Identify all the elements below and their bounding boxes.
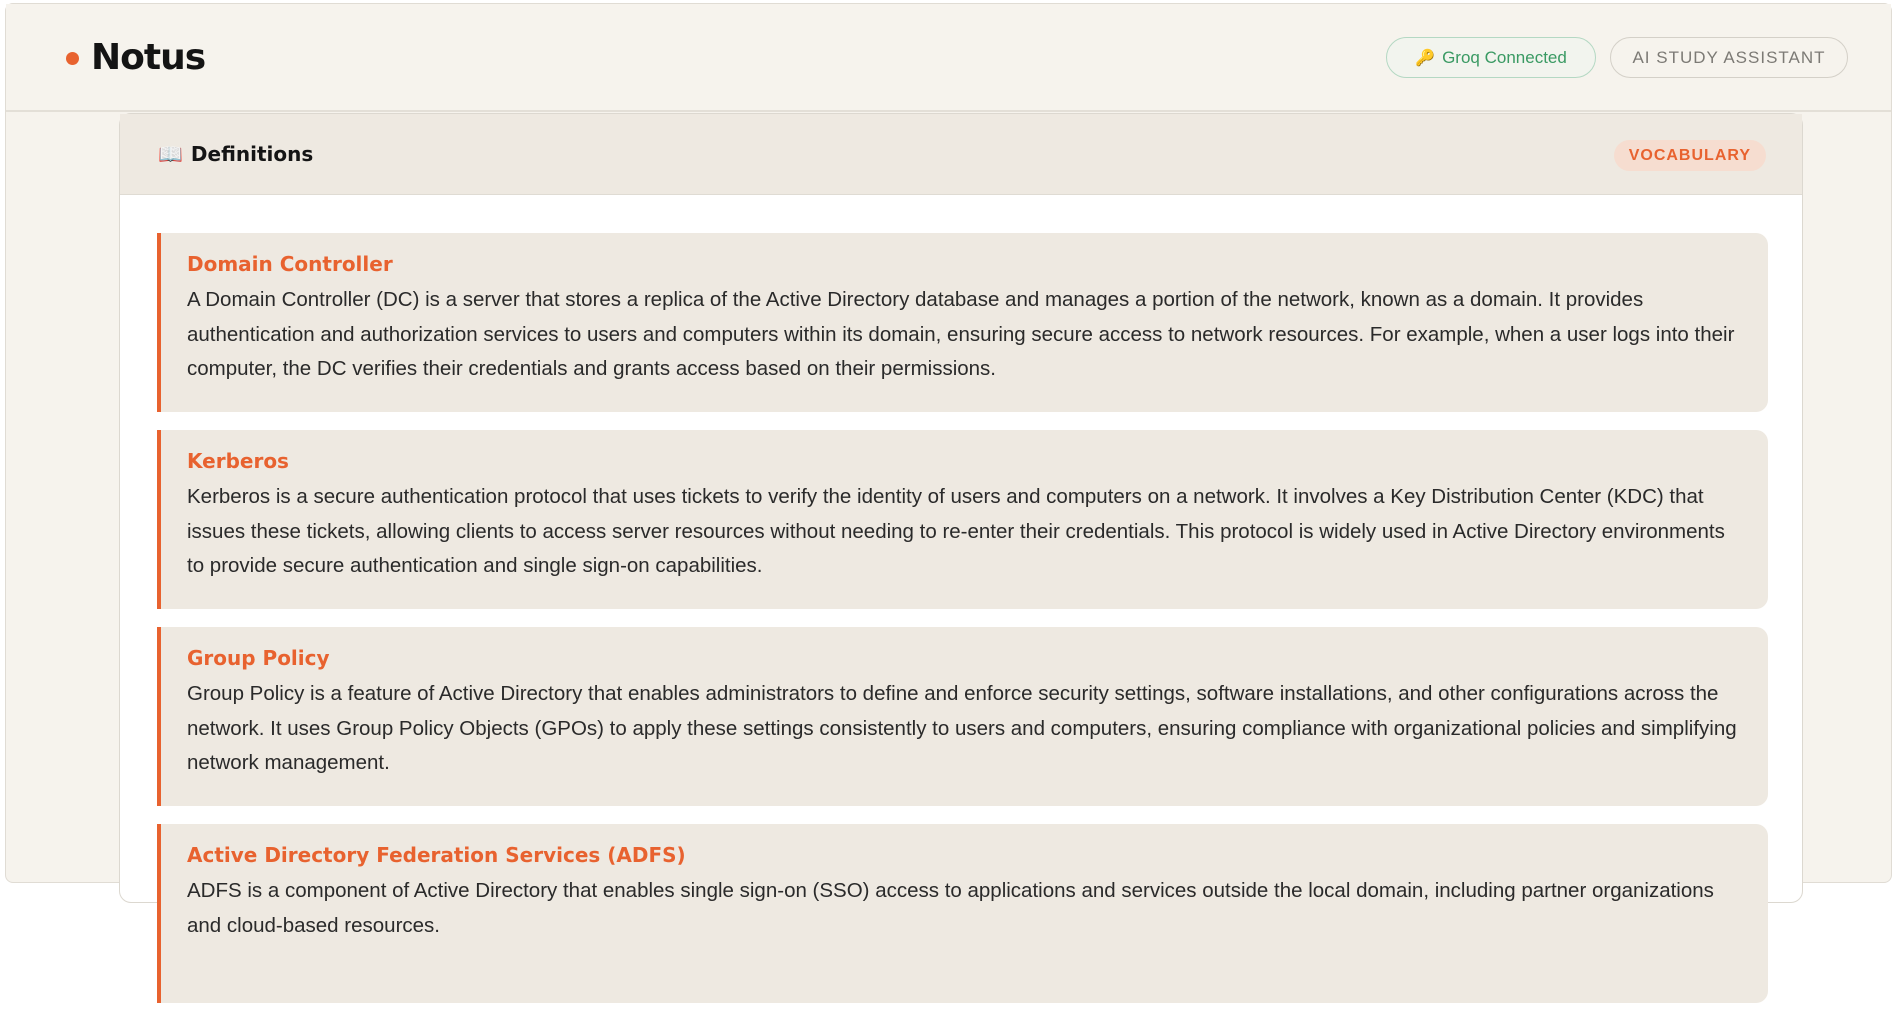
definitions-card-title: [158, 142, 313, 166]
groq-status-label: Groq Connected: [1442, 47, 1567, 67]
brand-dot-icon: [66, 52, 79, 65]
definitions-list: [157, 233, 1768, 1021]
definition-term: Active Directory Federation Services (ADFS): [187, 843, 686, 867]
definition-term: Kerberos: [187, 449, 289, 473]
key-icon: 🔑: [1415, 49, 1436, 67]
groq-status-pill[interactable]: [1386, 37, 1596, 78]
definitions-card: [119, 113, 1803, 937]
book-icon: 📖: [158, 142, 183, 166]
app-window: [5, 3, 1892, 937]
definition-term: Domain Controller: [187, 252, 393, 276]
definition-term: Group Policy: [187, 646, 330, 670]
definition-item: [157, 233, 1768, 412]
definition-item: [157, 430, 1768, 609]
definition-text: Kerberos is a secure authentication protocol that uses tickets to verify the identity of users and computers on a network. It involves a Key Distribution Center (KDC) that issues these tickets, allowing clients to access server resources without needing to re-enter their credentials. This protocol is widely used in Active Directory environments to provide secure authentication and single sign-on capabilities.: [187, 485, 1725, 577]
brand[interactable]: [66, 38, 205, 78]
definition-item: [157, 627, 1768, 806]
ai-study-assistant-pill[interactable]: [1610, 37, 1848, 78]
definitions-title-text: Definitions: [190, 142, 314, 166]
definition-text: A Domain Controller (DC) is a server that stores a replica of the Active Directory database and manages a portion of the network, known as a domain. It provides authentication and authorization services to users and computers within its domain, ensuring secure access to network resources. For example, when a user logs into their computer, the DC verifies their credentials and grants access based on their permissions.: [187, 288, 1735, 380]
definition-text: ADFS is a component of Active Directory that enables single sign-on (SSO) access to applications and services outside the local domain, including partner organizations and cloud-based resources.: [187, 879, 1714, 937]
vocabulary-badge: VOCABULARY: [1614, 140, 1766, 171]
definition-text: Group Policy is a feature of Active Directory that enables administrators to define and enforce security settings, software installations, and other configurations across the network. It uses Group Policy Objects (GPOs) to apply these settings consistently to users and computers, ensuring compliance with organizational policies and simplifying network management.: [187, 682, 1737, 774]
definitions-card-header: [120, 114, 1802, 195]
brand-name: Notus: [91, 37, 206, 78]
definition-item: [157, 824, 1768, 1003]
ai-study-assistant-label: AI STUDY ASSISTANT: [1632, 47, 1826, 67]
top-bar: [6, 4, 1891, 112]
